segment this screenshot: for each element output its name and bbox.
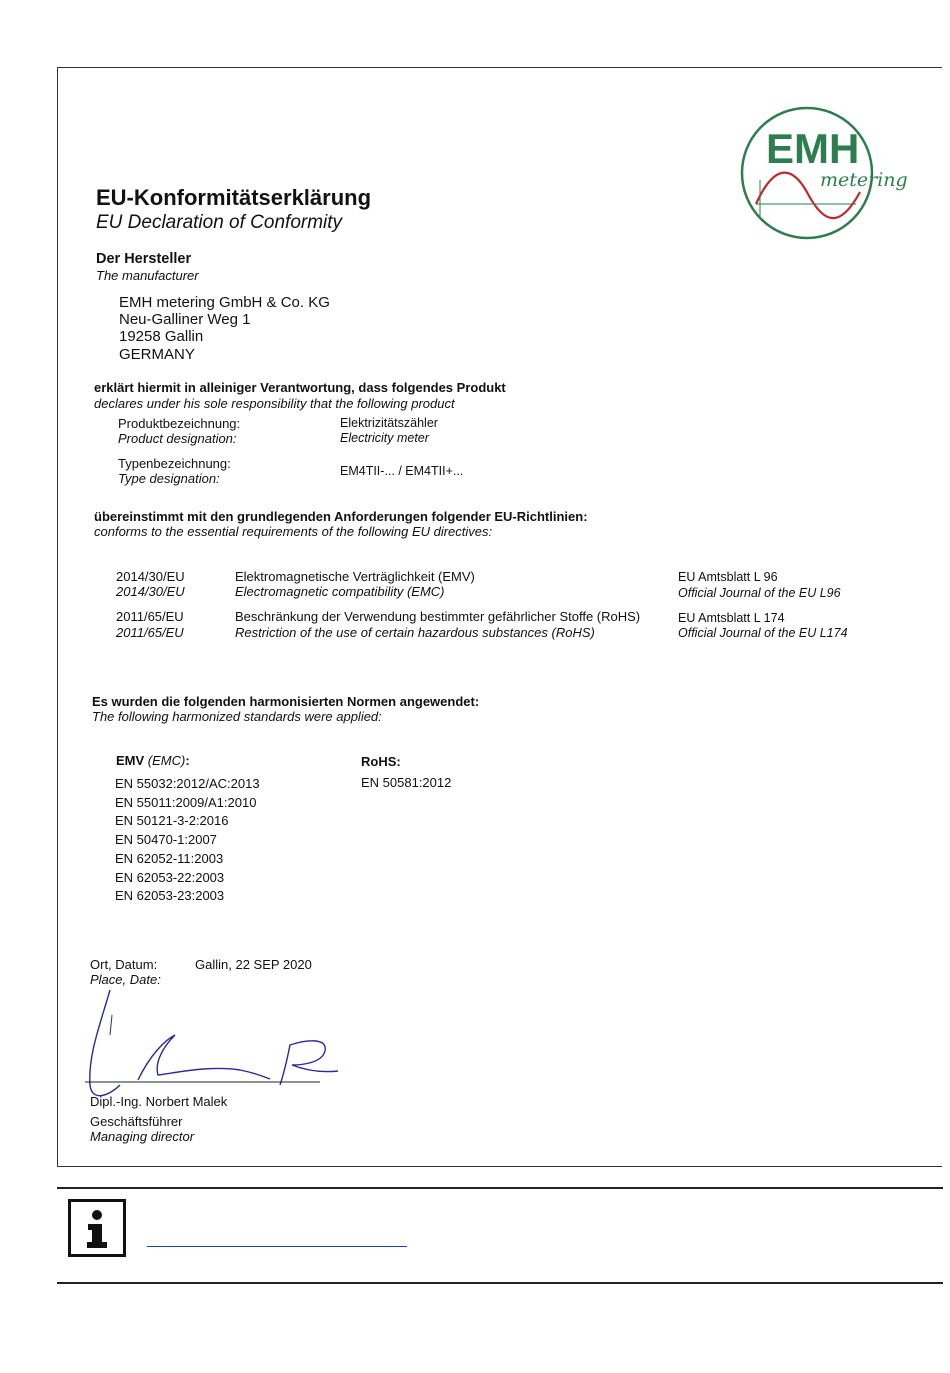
signer-role-en: Managing director [90, 1129, 195, 1144]
type-designation-label-en: Type designation: [118, 471, 220, 486]
directive-journal-en: Official Journal of the EU L96 [678, 586, 841, 600]
footer-top-divider [57, 1187, 943, 1189]
type-designation-label-de: Typenbezeichnung: [118, 456, 231, 471]
directive-code-en: 2011/65/EU [116, 625, 184, 640]
address-line: 19258 Gallin [119, 328, 204, 345]
directive-journal-de: EU Amtsblatt L 174 [678, 611, 785, 625]
type-designation-value: EM4TII-... / EM4TII+... [340, 464, 464, 478]
place-date-label-en: Place, Date: [90, 972, 161, 987]
emc-label: EMV (EMC): [116, 753, 190, 768]
emc-standard: EN 62052-11:2003 [115, 851, 224, 866]
product-designation-de: Elektrizitätszähler [340, 416, 438, 430]
address-line: GERMANY [119, 346, 195, 363]
directive-journal-en: Official Journal of the EU L174 [678, 626, 848, 640]
product-designation-label-de: Produktbezeichnung: [118, 416, 241, 431]
title-en: EU Declaration of Conformity [96, 212, 343, 233]
directive-code: 2011/65/EU [116, 609, 184, 624]
directive-name-de: Elektromagnetische Verträglichkeit (EMV) [235, 569, 475, 584]
emh-metering-logo [740, 104, 920, 244]
directive-journal-de: EU Amtsblatt L 96 [678, 570, 778, 584]
manufacturer-heading-de: Der Hersteller [96, 251, 192, 267]
footer-bottom-divider [57, 1282, 943, 1284]
svg-text:EMH: EMH [766, 125, 860, 172]
conforms-en: conforms to the essential requirements of the following EU directives: [94, 524, 493, 539]
conforms-de: übereinstimmt mit den grundlegenden Anforderungen folgender EU-Richtlinien: [94, 509, 588, 524]
emc-standard: EN 50121-3-2:2016 [115, 813, 229, 828]
directive-code: 2014/30/EU [116, 569, 185, 584]
standards-heading-en: The following harmonized standards were applied: [92, 709, 382, 724]
emc-standard: EN 50470-1:2007 [115, 832, 217, 847]
declaration-de: erklärt hiermit in alleiniger Verantwortung, dass folgendes Produkt [94, 380, 506, 395]
place-date-label-de: Ort, Datum: [90, 957, 158, 972]
directive-name-de: Beschränkung der Verwendung bestimmter gefährlicher Stoffe (RoHS) [235, 609, 641, 624]
rohs-standard: EN 50581:2012 [361, 775, 452, 790]
emc-standard: EN 62053-22:2003 [115, 870, 225, 885]
handwritten-signature [80, 985, 350, 1105]
product-designation-label-en: Product designation: [118, 431, 237, 446]
emc-standard: EN 55032:2012/AC:2013 [115, 776, 260, 791]
emc-standard: EN 62053-23:2003 [115, 888, 225, 903]
signer-name: Dipl.-Ing. Norbert Malek [90, 1094, 228, 1109]
svg-text:metering: metering [820, 169, 908, 191]
info-link[interactable] [147, 1246, 407, 1247]
rohs-label: RoHS: [361, 754, 401, 769]
directive-name-en: Restriction of the use of certain hazardous substances (RoHS) [235, 625, 595, 640]
manufacturer-heading-en: The manufacturer [96, 268, 199, 283]
standards-heading-de: Es wurden die folgenden harmonisierten Normen angewendet: [92, 694, 480, 709]
address-line: EMH metering GmbH & Co. KG [119, 294, 330, 311]
place-date-value: Gallin, 22 SEP 2020 [195, 957, 312, 972]
declaration-en: declares under his sole responsibility that the following product [94, 396, 455, 411]
info-icon [68, 1199, 126, 1257]
address-line: Neu-Galliner Weg 1 [119, 311, 251, 328]
title-de: EU-Konformitätserklärung [96, 185, 372, 210]
directive-name-en: Electromagnetic compatibility (EMC) [235, 584, 445, 599]
emc-standard: EN 55011:2009/A1:2010 [115, 795, 257, 810]
product-designation-en: Electricity meter [340, 431, 429, 445]
directive-code-en: 2014/30/EU [116, 584, 185, 599]
signer-role-de: Geschäftsführer [90, 1114, 183, 1129]
